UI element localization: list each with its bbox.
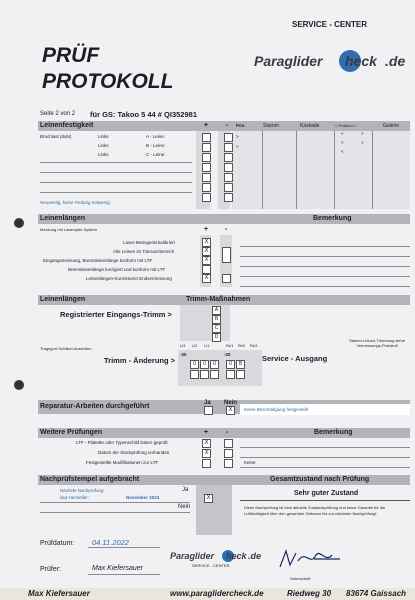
row-label: B - Leine: [146,143,166,148]
row-label: A - Leine: [146,134,166,139]
check-box[interactable] [202,265,211,274]
check-label: Leinenlängen-Korrekturen Endvermessung [86,276,172,281]
reparatur-nein-box[interactable]: X [226,406,235,415]
pos-header: Pos. [236,123,246,128]
pos-mark: > [236,144,239,149]
trim-d: D [212,333,221,342]
divider [40,182,192,183]
nein-label: Nein [224,400,238,406]
title-line2: PROTOKOLL [42,70,174,93]
check-box[interactable] [222,274,231,283]
arrow-right: > [361,131,364,136]
section-title: Weitere Prüfungen [40,429,103,436]
stamp-panel [196,485,232,535]
position-header: < Position > [335,123,357,128]
bemerkung-header: Bemerkung [314,429,353,436]
logo-text-left: Paraglider [254,53,323,69]
footer-web[interactable]: www.paraglidercheck.de [170,589,264,598]
bruchlast-label: Bruchlast (daN) [40,134,72,139]
trim-cell [200,370,209,379]
checkbox[interactable] [224,143,233,152]
checkbox[interactable] [224,163,233,172]
keine-note: Keine [244,460,256,465]
col-head: Li2 [192,343,198,348]
values-grid [232,131,410,209]
trim-value: -20 [224,352,231,357]
binder-hole [14,218,24,228]
divider [40,512,190,513]
checkbox[interactable] [224,193,233,202]
logo-text-mid: heck [345,53,377,69]
section-title: Leinenlängen [40,296,86,303]
trim-cell: B [236,360,245,369]
checkbox[interactable] [202,183,211,192]
trim-cell: 0 [210,360,219,369]
trim-cell: 0 [226,360,235,369]
stamm-header: Stamm [263,123,279,129]
divider [240,457,410,458]
registrierter-label: Registrierter Eingangs-Trimm > [60,310,172,319]
glider-id: für GS: Takoo 5 44 # QI352981 [90,110,197,119]
footer-name: Max Kiefersauer [28,589,90,598]
reparatur-note: Keine Beschädigung festgestellt [244,407,309,412]
note: Neuwertig, keine Prüfung notwenig [40,200,110,205]
trim-cell [236,370,245,379]
trimm-panel [180,305,230,341]
check-label: Eingangsmessung, Bremsleinenlänge konform mit LTF [43,258,153,263]
paraglidercheck-logo [254,50,414,74]
divider [240,447,410,448]
divider [240,256,410,257]
footer-logo-mid: heck [226,551,247,561]
footer [0,588,415,600]
check-box[interactable] [224,449,233,458]
trimm-header: Trimm-Maßnahmen [186,296,251,303]
minus-label: - [226,429,229,436]
divider [240,266,410,267]
check-box[interactable] [222,247,231,263]
plus-label: + [204,226,209,233]
section-title: Leinenlängen [40,215,86,222]
trim-cell: 0 [200,360,209,369]
divider [88,574,160,575]
check-box[interactable]: X [202,247,211,256]
divider [240,500,410,501]
trim-c: C [212,324,221,333]
check-label: LTF - Plakette oder Typenschild Daten geprüft [76,440,168,445]
signature [276,545,348,573]
grid-line [262,131,263,209]
divider [240,286,410,287]
service-center-label: SERVICE - CENTER [292,20,367,29]
gesamt-text: Diese Nachprüfung ist eine aktuelle Zustandsprüfung und keine Garantie für die Lufttüchtigkeit über den gesamten Zeitraum bis zur nächsten Nachprüfung! [244,505,386,516]
minus-label: - [226,122,229,129]
footer-city: 83674 Gaissach [346,589,407,598]
section-leinenlaengen-messung [38,214,410,224]
row-side: Links [98,134,109,139]
checkbox[interactable] [202,153,211,162]
divider [240,276,410,277]
page-number: Seite 2 von 2 [40,111,76,117]
grid-line [334,131,335,209]
pos-mark: > [236,134,239,139]
row-side: Links [98,143,109,148]
divider [40,162,192,163]
kaskade-header: Kaskade [300,123,320,129]
trim-value: -20 [180,352,187,357]
reparatur-ja-box[interactable] [204,406,213,415]
divider [40,502,190,503]
section-leinenfestigkeit [38,121,410,131]
section-nachpruef [38,475,410,485]
checkbox[interactable] [224,133,233,142]
pruefer-label: Prüfer: [40,566,62,573]
footer-logo-left: Paraglider [170,551,215,561]
arrow-left: < [341,140,344,145]
title-line1: PRÜF [42,44,100,67]
divider [40,192,192,193]
check-box[interactable] [224,439,233,448]
col-head: Re1 [226,343,234,348]
divider [40,172,192,173]
galerie-header: Galerie [383,123,400,129]
checkbox[interactable] [224,183,233,192]
checkbox[interactable] [202,143,211,152]
trim-cell [190,370,199,379]
check-label: Bremsleinenlänge korrigiert und konform mit LTF [68,267,166,272]
footer-street: Riedweg 30 [287,589,332,598]
trim-b: B [212,315,221,324]
check-box[interactable]: X [202,238,211,247]
gesamt-title: Gesamtzustand nach Prüfung [270,476,370,483]
unterschrift-label: Unterschrift [290,576,311,581]
check-box[interactable]: X [202,274,211,283]
plus-label: + [204,429,209,436]
checkbox[interactable] [224,173,233,182]
check-box[interactable]: X [202,256,211,265]
section-weitere-pruefungen [38,428,410,438]
ja-label: Ja [182,487,189,493]
checkbox[interactable] [202,163,211,172]
laut-label: laut Hersteller: [60,495,90,500]
col-head: Re3 [250,343,258,348]
checkbox[interactable] [202,173,211,182]
tragegurt-label: Tragegurt Schäkel-Ansichten [40,346,92,351]
stamp-ja-box[interactable]: X [204,494,213,503]
footer-logo [170,550,260,570]
check-label: Datum der Stückprüfung vorhanden [98,450,170,455]
check-label: Laser-Messgerät kalibriert [123,240,176,245]
binder-hole [14,380,24,390]
service-ausgang-label: Service - Ausgang [262,354,328,363]
grid-line [296,131,297,209]
check-box[interactable]: X [202,449,211,458]
section-leinenlaengen-trimm [38,295,410,305]
naechste-label: Nächste Nachprüfung [60,488,104,493]
row-label: C - Leine: [146,152,166,157]
section-title: Leinenfestigkeit [40,122,94,129]
checkbox[interactable] [224,153,233,162]
trim-cell [210,370,219,379]
trim-cell [226,370,235,379]
stamm-note: Stamm-Leinen-Trimmung siehe Vermessungs-Protokoll [349,338,405,348]
col-head: Li3 [180,343,186,348]
footer-logo-suffix: .de [248,551,262,561]
check-label: Festgestellte Modifikationen zur LTF [86,460,159,465]
naechste-datum: November 2024 [126,495,160,500]
divider [88,547,160,548]
section-title: Reparatur-Arbeiten durchgeführt [40,403,150,410]
nein-label: Nein [178,504,191,510]
section-title: Nachprüfstempel aufgebracht [40,476,140,483]
trim-a: A [212,306,221,315]
check-box[interactable] [224,459,233,468]
checkbox[interactable] [202,133,211,142]
pruefdatum-label: Prüfdatum: [40,540,75,547]
pruefer-value: Max Kiefersauer [92,565,143,572]
row-side: Links [98,152,109,157]
minus-label: - [225,226,228,233]
check-box[interactable]: X [202,439,211,448]
col-head: Li1 [204,343,210,348]
col-head: Re2 [238,343,246,348]
trim-cell: 0 [190,360,199,369]
subtitle: Messung mit Laseroptik-System [40,227,97,232]
logo-text-suffix: .de [385,53,406,69]
trimm-aenderung-label: Trimm - Änderung > [104,356,176,365]
ja-label: Ja [204,400,211,406]
gesamt-value: Sehr guter Zustand [294,490,359,497]
divider [240,246,410,247]
check-box[interactable] [202,459,211,468]
footer-service-center: SERVICE - CENTER [192,563,230,568]
plus-label: + [204,122,209,129]
check-label: Alle Leinen im Toleranzbereich [113,249,175,254]
bemerkung-header: Bemerkung [313,215,352,222]
arrow-left: < [341,131,344,136]
arrow-left: < [341,149,344,154]
divider [240,467,410,468]
arrow-right: > [361,140,364,145]
pruefdatum-value: 04.11.2022 [92,538,129,547]
grid-line [372,131,373,209]
checkbox[interactable] [202,193,211,202]
